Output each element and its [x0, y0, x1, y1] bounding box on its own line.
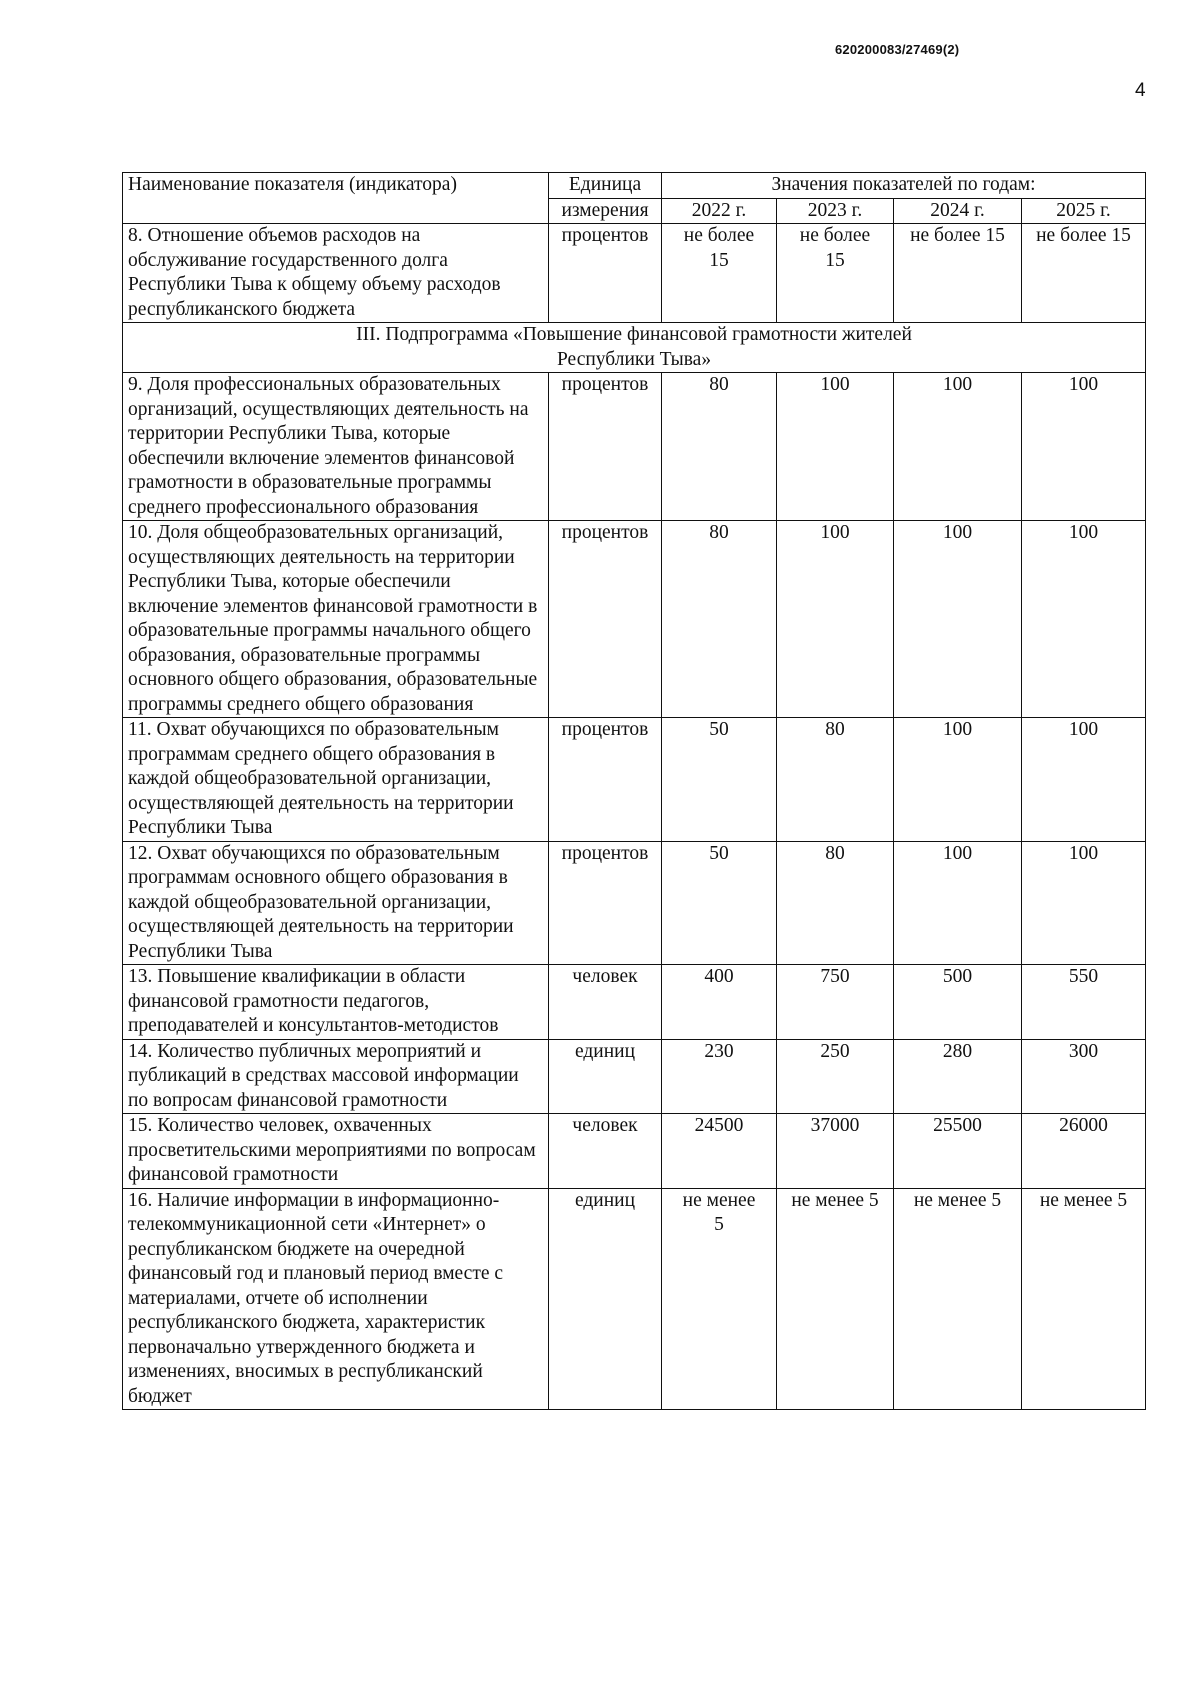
header-year-2025: 2025 г. — [1022, 198, 1146, 224]
value-2022: 80 — [662, 521, 777, 718]
value-2024: 500 — [894, 965, 1022, 1040]
value-2025: не более 15 — [1022, 224, 1146, 323]
value-2023: 80 — [777, 841, 894, 965]
table-row — [123, 965, 1146, 1040]
header-year-2024: 2024 г. — [894, 198, 1022, 224]
section-row — [123, 323, 1146, 373]
value-2024: 100 — [894, 521, 1022, 718]
header-values-by-year: Значения показателей по годам: — [662, 173, 1146, 199]
table-row — [123, 1114, 1146, 1189]
value-2024: не менее 5 — [894, 1188, 1022, 1410]
indicator-name: 14. Количество публичных мероприятий и публикаций в средствах массовой информации по вопросам финансовой грамотности — [123, 1039, 549, 1114]
table-row — [123, 718, 1146, 842]
indicator-unit: процентов — [549, 224, 662, 323]
value-2022: не более 15 — [662, 224, 777, 323]
table-row — [123, 1039, 1146, 1114]
indicator-name: 15. Количество человек, охваченных просветительскими мероприятиями по вопросам финансовой грамотности — [123, 1114, 549, 1189]
indicator-unit: процентов — [549, 841, 662, 965]
value-2025: 100 — [1022, 373, 1146, 521]
value-2023: не менее 5 — [777, 1188, 894, 1410]
value-2022: 50 — [662, 841, 777, 965]
value-2023: 750 — [777, 965, 894, 1040]
header-year-2023: 2023 г. — [777, 198, 894, 224]
header-row-1 — [123, 173, 1146, 199]
indicator-name: 9. Доля профессиональных образовательных организаций, осуществляющих деятельность на территории Республики Тыва, которые обеспечили включение элементов финансовой грамотности в образовательные программы среднего профессионального образования — [123, 373, 549, 521]
indicator-unit: единиц — [549, 1039, 662, 1114]
value-2024: 25500 — [894, 1114, 1022, 1189]
value-2025: 550 — [1022, 965, 1146, 1040]
value-2025: 100 — [1022, 841, 1146, 965]
table-row — [123, 1188, 1146, 1410]
value-2022: 80 — [662, 373, 777, 521]
value-2022: 400 — [662, 965, 777, 1040]
indicators-table — [122, 172, 1146, 1410]
value-2023: 100 — [777, 373, 894, 521]
value-2022: не менее 5 — [662, 1188, 777, 1410]
header-unit-line2: измерения — [549, 198, 662, 224]
table-row — [123, 373, 1146, 521]
indicator-unit: процентов — [549, 521, 662, 718]
table-row — [123, 521, 1146, 718]
value-2024: 100 — [894, 841, 1022, 965]
value-2024: не более 15 — [894, 224, 1022, 323]
indicator-unit: человек — [549, 965, 662, 1040]
value-2025: 300 — [1022, 1039, 1146, 1114]
value-2022: 50 — [662, 718, 777, 842]
indicator-name: 8. Отношение объемов расходов на обслуживание государственного долга Республики Тыва к общему объему расходов республиканского бюджета — [123, 224, 549, 323]
value-2025: не менее 5 — [1022, 1188, 1146, 1410]
table-row — [123, 224, 1146, 323]
header-year-2022: 2022 г. — [662, 198, 777, 224]
value-2023: 37000 — [777, 1114, 894, 1189]
table-row — [123, 841, 1146, 965]
value-2023: 250 — [777, 1039, 894, 1114]
value-2023: не более 15 — [777, 224, 894, 323]
document-code: 620200083/27469(2) — [835, 42, 960, 57]
value-2023: 80 — [777, 718, 894, 842]
header-unit-line1: Единица — [549, 173, 662, 199]
indicator-name: 11. Охват обучающихся по образовательным программам среднего общего образования в каждой общеобразовательной организации, осуществляющей деятельность на территории Республики Тыва — [123, 718, 549, 842]
value-2023: 100 — [777, 521, 894, 718]
value-2022: 230 — [662, 1039, 777, 1114]
value-2025: 26000 — [1022, 1114, 1146, 1189]
indicator-name: 10. Доля общеобразовательных организаций, осуществляющих деятельность на территории Республики Тыва, которые обеспечили включение элементов финансовой грамотности в образовательные программы начального общего образования, образовательные программы основного общего образования, образовательные программы среднего общего образования — [123, 521, 549, 718]
indicator-name: 16. Наличие информации в информационно-телекоммуникационной сети «Интернет» о республиканском бюджете на очередной финансовый год и плановый период вместе с материалами, отчете об исполнении республиканского бюджета, характеристик первоначально утвержденного бюджета и изменениях, вносимых в республиканский бюджет — [123, 1188, 549, 1410]
indicator-name: 12. Охват обучающихся по образовательным программам основного общего образования в каждой общеобразовательной организации, осуществляющей деятельность на территории Республики Тыва — [123, 841, 549, 965]
value-2025: 100 — [1022, 521, 1146, 718]
indicator-unit: человек — [549, 1114, 662, 1189]
page-number: 4 — [1135, 80, 1146, 101]
indicator-unit: единиц — [549, 1188, 662, 1410]
section-title: III. Подпрограмма «Повышение финансовой грамотности жителей Республики Тыва» — [123, 323, 1146, 373]
indicator-unit: процентов — [549, 718, 662, 842]
value-2025: 100 — [1022, 718, 1146, 842]
indicator-name: 13. Повышение квалификации в области финансовой грамотности педагогов, преподавателей и консультантов-методистов — [123, 965, 549, 1040]
indicator-unit: процентов — [549, 373, 662, 521]
value-2024: 100 — [894, 718, 1022, 842]
value-2024: 100 — [894, 373, 1022, 521]
value-2022: 24500 — [662, 1114, 777, 1189]
header-indicator-name: Наименование показателя (индикатора) — [123, 173, 549, 224]
value-2024: 280 — [894, 1039, 1022, 1114]
